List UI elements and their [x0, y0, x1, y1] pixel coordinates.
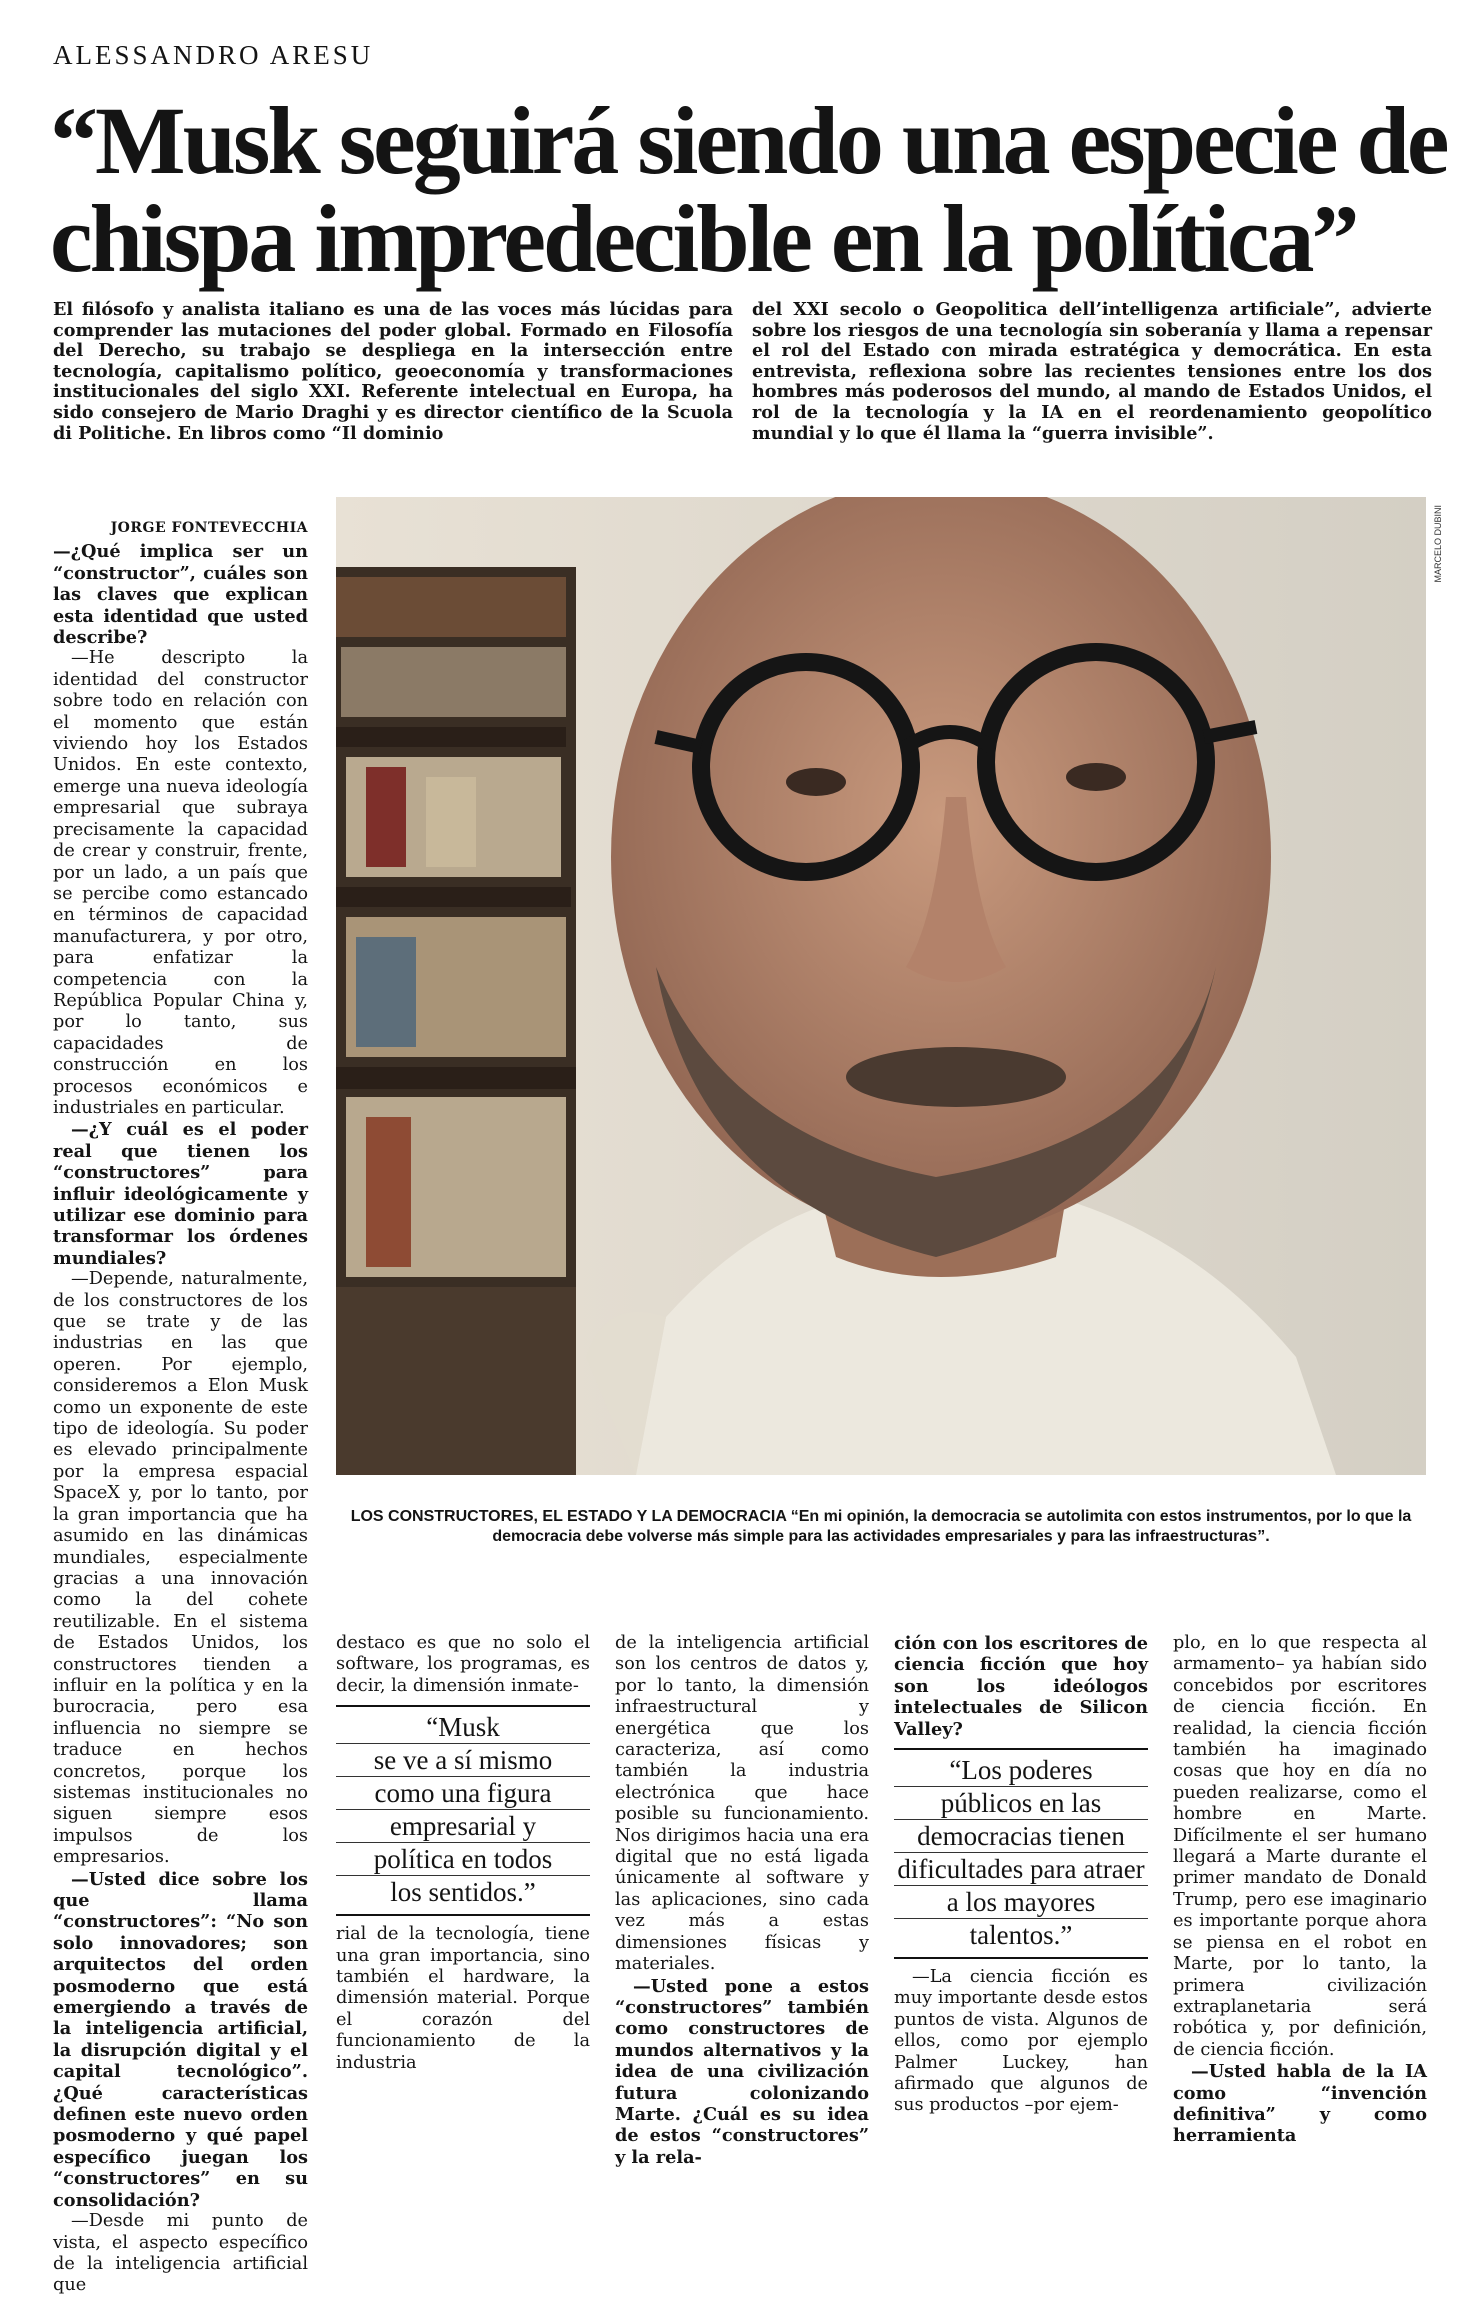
- question: —¿Qué implica ser un “constructor”, cuáles son las claves que explican esta identidad que usted describe?: [53, 541, 308, 649]
- question: —¿Y cuál es el poder real que tienen los “constructores” para influir ideológicamente y utilizar ese dominio para transformar los órdenes mundiales?: [53, 1119, 308, 1269]
- pull-quote-line: se ve a sí mismo: [336, 1744, 590, 1777]
- lead-paragraph-left: [53, 300, 733, 444]
- column-5: [1173, 1633, 1427, 2147]
- author-name: ALESSANDRO ARESU: [53, 40, 374, 70]
- answer: —Depende, naturalmente, de los constructores de los que se trate y de las industrias en las que operen. Por ejemplo, consideremos a Elon Musk como un exponente de este tipo de ideología. Su poder es elevado principalmente por la empresa espacial SpaceX y, por lo tanto, por la gran importancia que ha asumido en las dinámicas mundiales, especialmente gracias a una innovación como la del cohete reutilizable. En el sistema de Estados Unidos, los constructores tienden a influir en la política y en la burocracia, pero esa influencia no siempre se traduce en hechos concretos, porque los sistemas institucionales no siguen siempre esos impulsos de los empresarios.: [53, 1269, 308, 1868]
- question: —Usted pone a estos “constructores” también como constructores de mundos alternativos y la idea de una civilización futura colonizando Marte. ¿Cuál es su idea de estos “constructores” y la rela-: [615, 1975, 869, 2168]
- photo-caption: [336, 1507, 1426, 1547]
- question: —Usted habla de la IA como “invención definitiva” y como herramienta: [1173, 2061, 1427, 2147]
- photo-credit: MARCELO DUBINI: [1433, 505, 1443, 583]
- answer: —Desde mi punto de vista, el aspecto específico de la inteligencia artificial que: [53, 2211, 308, 2296]
- byline: JORGE FONTEVECCHIA: [110, 520, 308, 536]
- pull-quote-line: a los mayores: [894, 1886, 1148, 1919]
- column-2: [336, 1633, 590, 2074]
- column-3: [615, 1633, 869, 2168]
- pull-quote-line: talentos.”: [969, 1920, 1073, 1951]
- column-1: [53, 518, 308, 2297]
- pull-quote-line: los sentidos.”: [390, 1877, 536, 1908]
- pull-quote-line: dificultades para atraer: [894, 1853, 1148, 1886]
- question: ción con los escritores de ciencia ficción que hoy son los ideólogos intelectuales de Silicon Valley?: [894, 1633, 1148, 1740]
- pull-quote-line: “Los poderes: [894, 1754, 1148, 1787]
- caption-text: “En mi opinión, la democracia se autolimita con estos instrumentos, por lo que la democracia debe volverse más simple para las actividades empresariales y para las infraestructuras”.: [492, 1508, 1412, 1545]
- pull-quote-line: públicos en las: [894, 1787, 1148, 1820]
- portrait-illustration: [336, 497, 1426, 1475]
- question: —Usted dice sobre los que llama “constructores”: “No son solo innovadores; son arquitectos del orden posmoderno que está emergiendo a través de la inteligencia artificial, la disrupción digital y el capital tecnológico”. ¿Qué características definen este nuevo orden posmoderno y qué papel específico juegan los “constructores” en su consolidación?: [53, 1868, 308, 2211]
- answer: de la inteligencia artificial son los centros de datos y, por lo tanto, la dimensión infraestructural y energética que los caracteriza, así como también la industria electrónica que hace posible su funcionamiento. Nos dirigimos hacia una era digital que no está ligada únicamente al software y las aplicaciones, sino cada vez más a estas dimensiones físicas y materiales.: [615, 1633, 869, 1975]
- pull-quote-line: democracias tienen: [894, 1820, 1148, 1853]
- column-4: [894, 1633, 1148, 2117]
- lead-text-right: del XXI secolo o Geopolitica dell’intelligenza artificiale”, advierte sobre los riesgos de una tecnología sin soberanía y llama a repensar el rol del Estado con mirada estratégica y democrática. En esta entrevista, reflexiona sobre las recientes tensiones entre los dos hombres más poderosos del mundo, al mando de Estados Unidos, el rol de la tecnología y la IA en el reordenamiento geopolítico mundial y lo que él llama la “guerra invisible”.: [752, 299, 1432, 444]
- headline: “Musk seguirá siendo una especie de chispa impredecible en la política”: [50, 87, 1447, 292]
- pull-quote-musk: [336, 1705, 590, 1916]
- answer: destaco es que no solo el software, los programas, es decir, la dimensión inmate-: [336, 1633, 590, 1696]
- answer: —La ciencia ficción es muy importante desde estos puntos de vista. Algunos de ellos, como por ejemplo Palmer Luckey, han afirmado que algunos de sus productos –por ejem-: [894, 1967, 1148, 2116]
- answer: rial de la tecnología, tiene una gran importancia, sino también el hardware, la dimensión material. Porque el corazón del funcionamiento de la industria: [336, 1924, 590, 2073]
- pull-quote-line: “Musk: [336, 1711, 590, 1744]
- pull-quote-line: empresarial y: [336, 1810, 590, 1843]
- portrait-photo: [336, 497, 1426, 1475]
- answer: plo, en lo que respecta al armamento– ya habían sido concebidos por escritores de ciencia ficción. En realidad, la ciencia ficción también ha imaginado cosas que hoy en día no pueden realizarse, como el hombre en Marte. Difícilmente el ser humano llegará a Marte durante el primer mandato de Donald Trump, pero ese imaginario es importante porque ahora se piensa en el robot en Marte, por lo tanto, la primera civilización extraplanetaria será robótica y, por definición, de ciencia ficción.: [1173, 1633, 1427, 2060]
- pull-quote-line: política en todos: [336, 1843, 590, 1876]
- pull-quote-poderes: [894, 1748, 1148, 1959]
- lead-text-left: El filósofo y analista italiano es una de las voces más lúcidas para comprender las mutaciones del poder global. Formado en Filosofía del Derecho, su trabajo se despliega en la intersección entre tecnología, capitalismo político, geoeconomía y transformaciones institucionales del siglo XXI. Referente intelectual en Europa, ha sido consejero de Mario Draghi y es director científico de la Scuola di Politiche. En libros como “Il dominio: [53, 299, 733, 444]
- caption-kicker: LOS CONSTRUCTORES, EL ESTADO Y LA DEMOCRACIA: [350, 1508, 787, 1525]
- lead-paragraph-right: [752, 300, 1432, 444]
- pull-quote-line: como una figura: [336, 1777, 590, 1810]
- answer: —He descripto la identidad del constructor sobre todo en relación con el momento que están viviendo hoy los Estados Unidos. En este contexto, emerge una nueva ideología empresarial que subraya precisamente la capacidad de crear y construir, frente, por un lado, a un país que se percibe como estancado en términos de capacidad manufacturera, y por otro, para enfatizar la competencia con la República Popular China y, por lo tanto, sus capacidades de construcción en los procesos económicos e industriales en particular.: [53, 648, 308, 1118]
